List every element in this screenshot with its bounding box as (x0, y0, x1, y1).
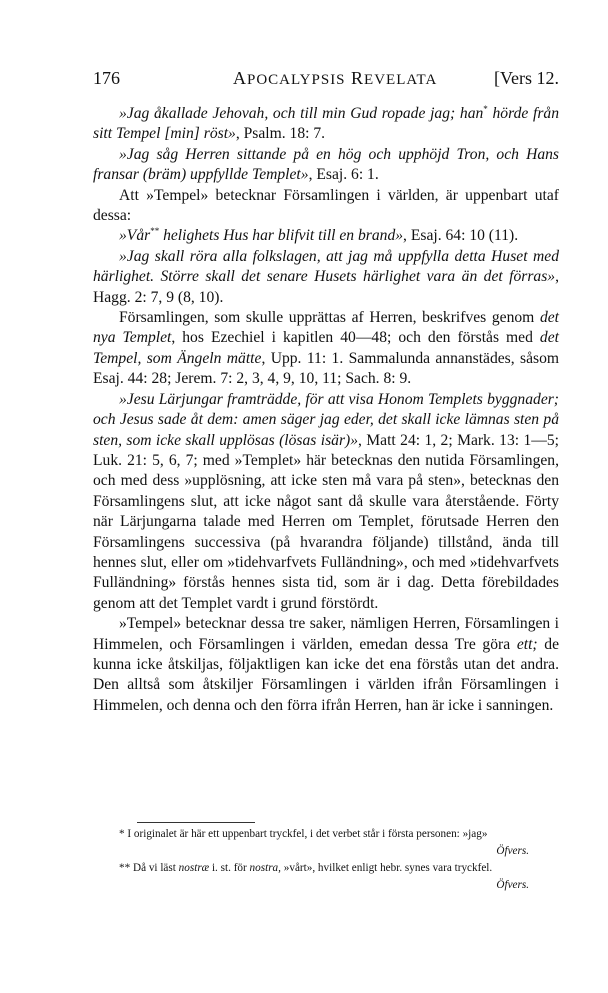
quote: hörde från sitt Tempel [min] röst» (93, 105, 559, 143)
text-run: Församlingen, som skulle upprättas af Herren, beskrifves genom (119, 309, 540, 327)
paragraph (93, 247, 559, 308)
reference: , Psalm. 18: 7. (235, 125, 326, 143)
paragraph (93, 614, 559, 716)
paragraph (93, 104, 559, 145)
running-title (233, 68, 437, 89)
quote: »Jag såg Herren sittande på en hög och upphöjd Tron, och Hans fransar (bräm) uppfyllde Templet» (93, 145, 559, 184)
quote: »Jag skall röra alla folkslagen, att jag må uppfylla detta Huset med härlighet. Större skall det senare Husets härlighet vara än det förras» (93, 247, 559, 286)
text-run: de kunna icke åtskiljas, följaktligen kan icke det ena förstås utan det andra. Den alltså som åtskiljer Församlingen i världen ifrån Församlingen i Himmelen, och denna och den förra ifrån Herren, han är icke i sanningen. (93, 635, 559, 714)
emphasis: nostra, (249, 862, 281, 874)
reference: , Hagg. 2: 7, 9 (8, 10). (93, 268, 559, 306)
main-text (93, 104, 559, 716)
paragraph (93, 390, 559, 614)
footnote-marker: ** (150, 226, 160, 237)
footnote (93, 860, 559, 891)
emphasis: det nya Templet (93, 309, 559, 347)
footnote-signature: Öfvers. (496, 845, 529, 857)
quote: helighets Hus har blifvit till en brand» (159, 227, 404, 245)
footnote-text: ** Då vi läst (119, 862, 179, 874)
title-word-apocalypsis: POCALYPSIS (247, 72, 346, 88)
quote: »Jesu Lärjungar framträdde, för att visa Honom Templets byggnader; och Jesus sade åt dem: amen säger jag eder, det skall icke lämnas sten på sten, som icke skall upplösas (lösas isär)» (93, 390, 559, 449)
footnote-text: »vårt», hvilket enligt hebr. synes vara tryckfel. (280, 862, 493, 874)
paragraph (93, 226, 559, 246)
paragraph (93, 308, 559, 390)
footnote-marker: * (483, 103, 488, 114)
quote: »Vår (119, 227, 151, 245)
emphasis: det Tempel, som Ängeln mätte (93, 329, 559, 367)
emphasis: nostræ (178, 862, 210, 874)
footnote-divider (137, 822, 255, 823)
quote: »Jag åkallade Jehovah, och till min Gud ropade jag; han (119, 105, 484, 122)
title-initial-a: A (233, 68, 247, 88)
running-header (93, 68, 559, 92)
footnote (93, 826, 559, 857)
footnote-signature: Öfvers. (496, 879, 529, 891)
page-number: 176 (93, 68, 120, 88)
text-run: , hos Ezechiel i kapitlen 40—48; och den förstås med (171, 329, 540, 347)
footnote-text: * I originalet är här ett uppenbart tryckfel, i det verbet står i första personen: »jag» (119, 828, 488, 840)
text-run: , Upp. 11: 1. Sammalunda annanstädes, såsom Esaj. 44: 28; Jerem. 7: 2, 3, 4, 9, 10, 11; Sach. 8: 9. (93, 349, 559, 388)
reference: , Esaj. 64: 10 (11). (403, 227, 519, 245)
paragraph (93, 145, 559, 186)
title-word-revelata: EVELATA (364, 72, 438, 88)
verse-reference: [Vers 12. (494, 68, 559, 88)
paragraph: Att »Tempel» betecknar Församlingen i världen, är uppenbart utaf dessa: (93, 186, 559, 225)
reference: , Esaj. 6: 1. (308, 166, 379, 184)
text-run: »Tempel» betecknar dessa tre saker, nämligen Herren, Församlingen i Himmelen, och Församlingen i världen, emedan dessa Tre göra (93, 615, 559, 653)
footnote-text: i. st. för (209, 862, 250, 874)
text-run: , Matt 24: 1, 2; Mark. 13: 1—5; Luk. 21: 5, 6, 7; med »Templet» här betecknas den nutida Församlingen, och med dess »upplösning, att icke sten må vara på sten», betecknas den Församlingens slut, att icke något sant då skulle vara återstående. Förty när Lärjungarna talade med Herren om Templet, förutsade Herren den Församlingens successiva (på hvarandra följande) tillstånd, ända till hennes slut, eller om »tidehvarfvets Fulländning», och med »tidehvarfvets Fulländning» förstås hennes sista tid, som är i dag. Detta förebildades genom att det Templet vardt i grund förstördt. (93, 431, 559, 612)
title-initial-r: R (351, 68, 365, 88)
emphasis: ett; (516, 635, 538, 653)
footnotes (93, 826, 559, 894)
